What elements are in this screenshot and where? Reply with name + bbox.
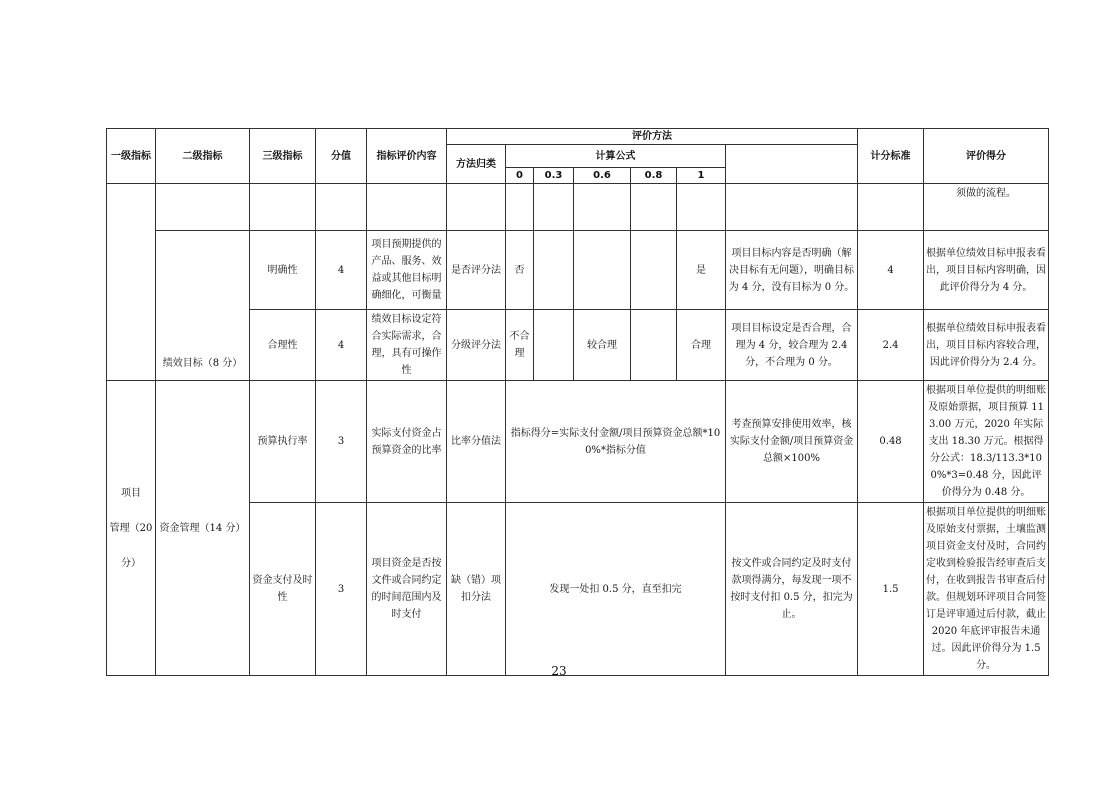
- header-level2: 二级指标: [156, 129, 250, 184]
- standard-cell: 考查预算安排使用效率，核实际支付金额/项目预算资金总额×100%: [726, 381, 858, 503]
- method-cell: 缺（错）项扣分法: [447, 503, 506, 676]
- header-content: 指标评价内容: [367, 129, 447, 184]
- value-cell: 3: [316, 503, 367, 676]
- value-cell: 4: [316, 310, 367, 381]
- header-score: 评价得分: [924, 129, 1049, 184]
- level2-cell: 资金管理（14 分）: [156, 381, 250, 676]
- score-cell: 4: [858, 231, 924, 310]
- standard-cell: 按文件或合同约定及时支付款项得满分，每发现一项不按时支付扣 0.5 分，扣完为止。: [726, 503, 858, 676]
- header-method-type: 方法归类: [447, 145, 506, 184]
- basis-cell: 根据项目单位提供的明细账及原始支付票据，土壤监测项目资金支付及时，合同约定收到检验报告经审查后支付，在收到报告书审查后付款。但规划环评项目合同签订是评审通过后付款，截止 2020 年底评审报告未通过。因此评价得分为 1.5 分。: [924, 503, 1049, 676]
- level1-cell-empty: [107, 184, 156, 381]
- header-formula-group: 计算公式: [506, 145, 726, 168]
- level1-cell: 项目 管理（20 分）: [107, 381, 156, 676]
- table-row: [107, 231, 1049, 310]
- method-cell: 分级评分法: [447, 310, 506, 381]
- page-number: 23: [551, 664, 567, 678]
- content-cell: 实际支付资金占预算资金的比率: [367, 381, 447, 503]
- score-cell: 1.5: [858, 503, 924, 676]
- table-row: [107, 381, 1049, 503]
- header-method-group: 评价方法: [447, 129, 858, 145]
- header-f08: 0.8: [631, 168, 677, 184]
- method-cell: 比率分值法: [447, 381, 506, 503]
- standard-cell: 项目目标内容是否明确（解决目标有无问题），明确目标为 4 分，没有目标为 0 分。: [726, 231, 858, 310]
- f0-cell: 不合理: [506, 310, 534, 381]
- header-level1: 一级指标: [107, 129, 156, 184]
- content-cell: 项目资金是否按文件或合同约定的时间范围内及时支付: [367, 503, 447, 676]
- score-cell: 0.48: [858, 381, 924, 503]
- basis-cell: 根据项目单位提供的明细账及原始票据，项目预算 113.00 万元，2020 年实际支出 18.30 万元。根据得分公式：18.3/113.3*100%*3=0.48 分，因此评价得分为 0.48 分。: [924, 381, 1049, 503]
- level3-cell: 预算执行率: [250, 381, 316, 503]
- value-cell: 4: [316, 231, 367, 310]
- header-standard: 计分标准: [858, 129, 924, 184]
- standard-cell: 项目目标设定是否合理，合理为 4 分，较合理为 2.4 分，不合理为 0 分。: [726, 310, 858, 381]
- basis-cell: 根据单位绩效目标申报表看出，项目目标内容明确，因此评价得分为 4 分。: [924, 231, 1049, 310]
- value-cell: 3: [316, 381, 367, 503]
- content-cell: 绩效目标设定符合实际需求，合理，具有可操作性: [367, 310, 447, 381]
- level2-cell: 绩效目标（8 分）: [156, 231, 250, 381]
- f06-cell: 较合理: [574, 310, 631, 381]
- header-f03: 0.3: [534, 168, 574, 184]
- header-f1: 1: [677, 168, 726, 184]
- header-level3: 三级指标: [250, 129, 316, 184]
- basis-cell: 须做的流程。: [924, 184, 1049, 231]
- f0-cell: 否: [506, 231, 534, 310]
- f1-cell: 合理: [677, 310, 726, 381]
- table-row: [107, 184, 1049, 231]
- level3-cell: 明确性: [250, 231, 316, 310]
- header-f06: 0.6: [574, 168, 631, 184]
- header-f0: 0: [506, 168, 534, 184]
- score-cell: 2.4: [858, 310, 924, 381]
- method-cell: 是否评分法: [447, 231, 506, 310]
- formula-cell: 发现一处扣 0.5 分，直至扣完: [506, 503, 726, 676]
- header-score-value: 分值: [316, 129, 367, 184]
- level3-cell: 合理性: [250, 310, 316, 381]
- f1-cell: 是: [677, 231, 726, 310]
- content-cell: 项目预期提供的产品、服务、效益或其他目标明确细化，可衡量: [367, 231, 447, 310]
- formula-cell: 指标得分=实际支付金额/项目预算资金总额*100%*指标分值: [506, 381, 726, 503]
- level3-cell: 资金支付及时性: [250, 503, 316, 676]
- evaluation-table: [106, 128, 1049, 676]
- basis-cell: 根据单位绩效目标申报表看出，项目目标内容较合理，因此评价得分为 2.4 分。: [924, 310, 1049, 381]
